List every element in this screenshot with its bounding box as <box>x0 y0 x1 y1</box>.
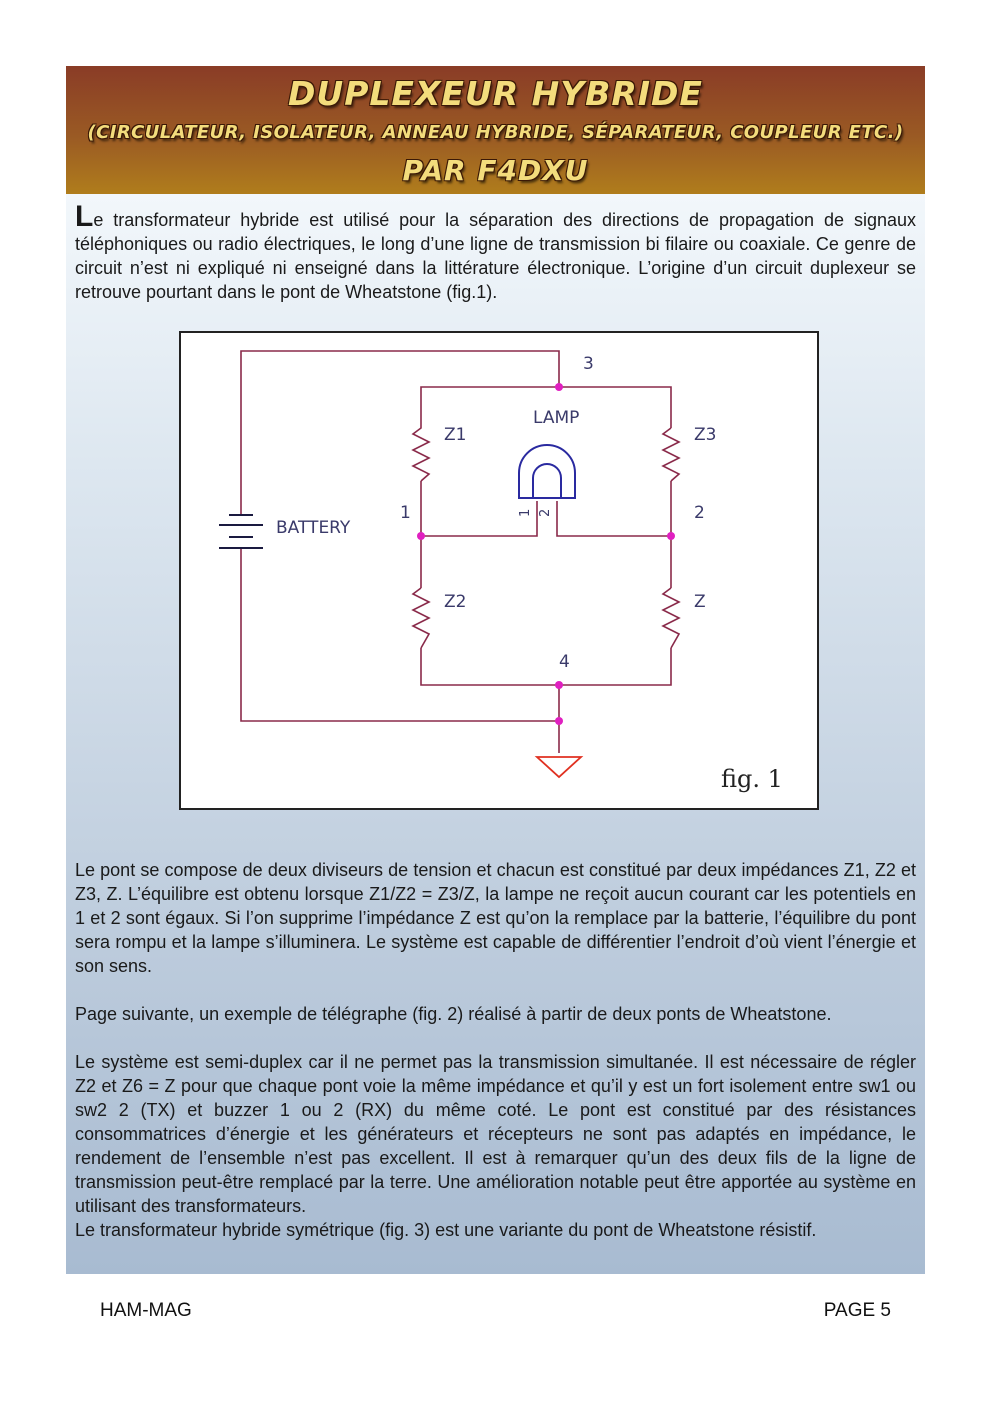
lamp-symbol <box>519 445 575 498</box>
body-paragraph-3: Le système est semi-duplex car il ne permet pas la transmission simultanée. Il est nécessaire de régler Z2 et Z6 = Z pour que chaque pont voie la même impédance et qu’il y est un fort isolement entre sw1 ou sw2 2 (TX) et buzzer 1 ou 2 (RX) du même coté. Le pont est constitué par des résistances consommatrices d’énergie et les générateurs et récepteurs ne sont pas adaptés en impédance, le rendement de l’ensemble n’est pas excellent. Il est à remarquer qu’un des deux fils de la ligne de transmission peut-être remplacé par la terre. Une amélioration notable peut être apportée au système en utilisant des transformateurs. <box>75 1052 916 1216</box>
intro-paragraph <box>75 200 916 304</box>
label-node-4: 4 <box>559 652 570 672</box>
body-paragraph-2: Page suivante, un exemple de télégraphe (fig. 2) réalisé à partir de deux ponts de Wheatstone. <box>75 1004 832 1024</box>
page-author: PAR F4DXU <box>402 154 589 187</box>
resistor-z <box>663 588 679 648</box>
label-node-3: 3 <box>583 354 594 374</box>
wire-bridge-bottom <box>421 648 671 685</box>
circuit-wires <box>241 351 679 753</box>
ground-symbol <box>537 757 581 777</box>
resistor-z1 <box>413 418 429 481</box>
label-z1: Z1 <box>444 425 467 445</box>
footer-magazine-name: HAM-MAG <box>100 1300 192 1321</box>
battery-symbol <box>219 515 263 548</box>
wheatstone-bridge-diagram <box>181 333 817 808</box>
label-node-2: 2 <box>694 503 705 523</box>
wire-battery-bottom <box>241 548 559 721</box>
wire-lamp-right <box>557 501 671 536</box>
label-lamp-pin-2: 2 <box>538 508 553 517</box>
page-title: DUPLEXEUR HYBRIDE <box>288 74 703 113</box>
drop-cap: L <box>75 200 94 233</box>
resistor-z2 <box>413 588 429 648</box>
body-paragraph-4: Le transformateur hybride symétrique (fig. 3) est une variante du pont de Wheatstone résistif. <box>75 1220 817 1240</box>
resistor-z3 <box>663 428 679 481</box>
footer-page-number: PAGE 5 <box>823 1300 891 1321</box>
intro-text: e transformateur hybride est utilisé pour la séparation des directions de propagation de signaux téléphoniques ou radio électriques, le long d’une ligne de transmission bi filaire ou coaxiale. Ce genre de circuit n’est ni expliqué ni enseigné dans la littérature électronique. L’origine d’un circuit duplexeur se retrouve pourtant dans le pont de Wheatstone (fig.1). <box>75 210 916 302</box>
label-lamp-pin-1: 1 <box>518 508 533 517</box>
wire-battery-top <box>241 351 559 515</box>
label-z2: Z2 <box>444 592 467 612</box>
label-node-1: 1 <box>400 503 411 523</box>
body-paragraph-1: Le pont se compose de deux diviseurs de tension et chacun est constitué par deux impédances Z1, Z2 et Z3, Z. L’équilibre est obtenu lorsque Z1/Z2 = Z3/Z, la lampe ne reçoit aucun courant car les potentiels en 1 et 2 sont égaux. Si l’on supprime l’impédance Z est qu’on la remplace par la batterie, l’équilibre du pont sera rompu et la lampe s’illuminera. Le système est capable de différentier l’endroit d’où vient l’énergie et son sens. <box>75 860 916 976</box>
label-z3: Z3 <box>694 425 717 445</box>
label-z: Z <box>694 592 706 612</box>
label-lamp: LAMP <box>533 408 580 428</box>
figure-caption: fig. 1 <box>721 765 783 793</box>
wire-lamp-left <box>421 501 537 536</box>
label-battery: BATTERY <box>276 518 351 538</box>
figure-wheatstone-bridge <box>179 331 819 810</box>
page-subtitle: (CIRCULATEUR, ISOLATEUR, ANNEAU HYBRIDE, SÉPARATEUR, COUPLEUR ETC.) <box>87 122 904 143</box>
title-banner <box>66 66 925 194</box>
